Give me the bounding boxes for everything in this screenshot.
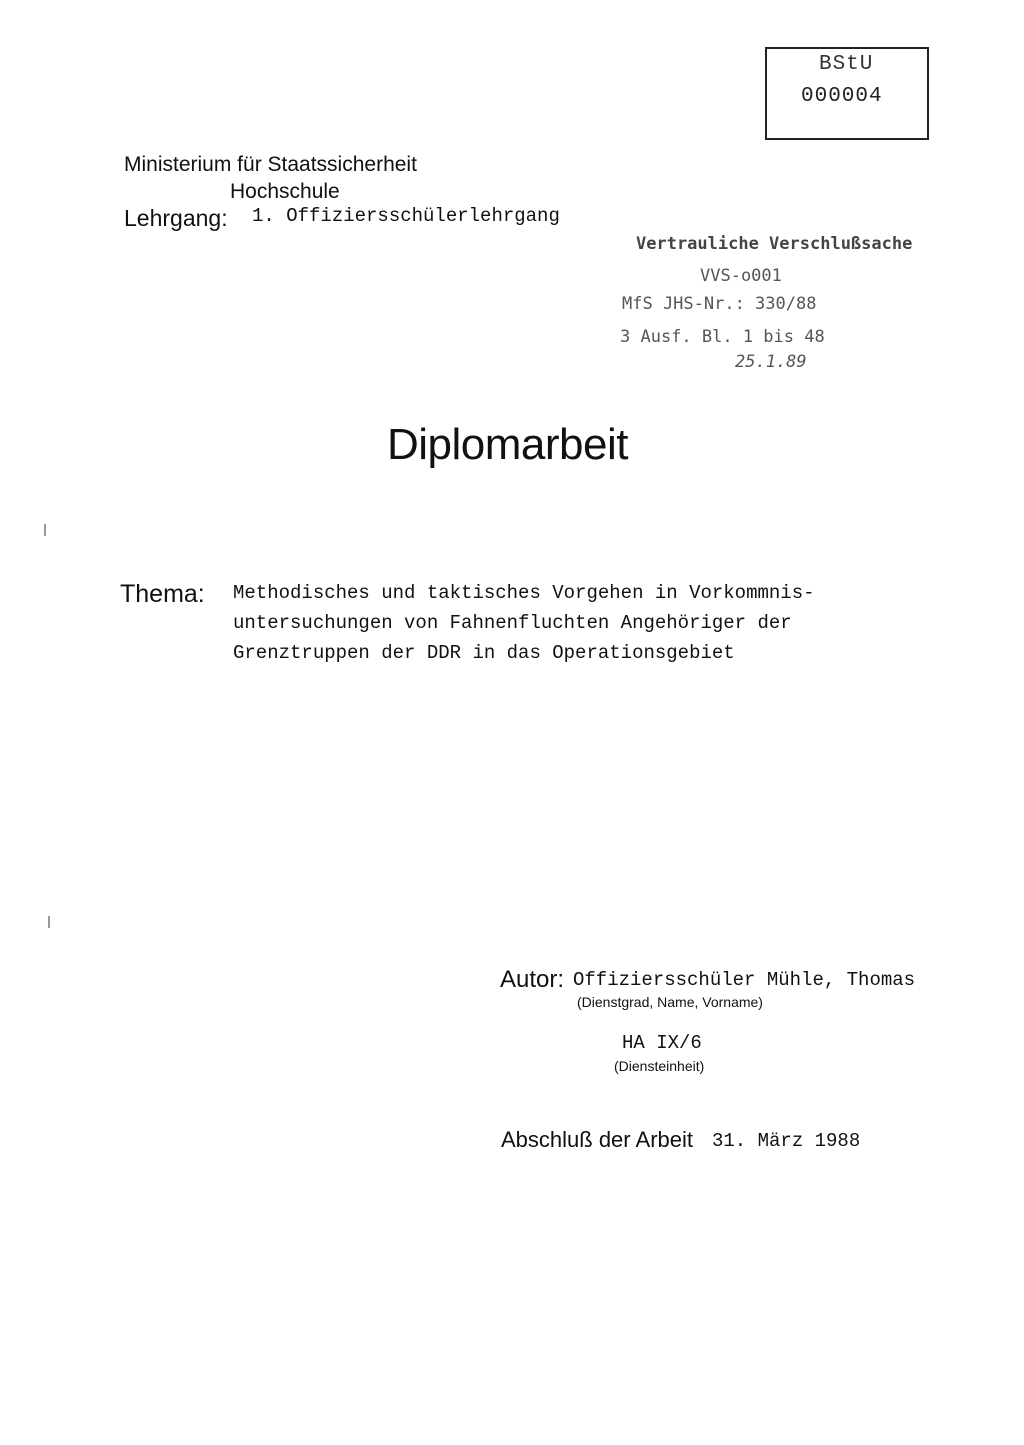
margin-mark xyxy=(48,916,50,928)
unit-caption: (Diensteinheit) xyxy=(614,1058,705,1074)
topic-text xyxy=(233,578,815,668)
classification-stamp-code: VVS-o001 xyxy=(700,266,782,286)
course-label: Lehrgang: xyxy=(124,205,228,231)
author-value: Offiziersschüler Mühle, Thomas xyxy=(573,969,916,991)
topic-line: untersuchungen von Fahnenfluchten Angehöriger der xyxy=(233,612,792,634)
course-value: 1. Offiziersschülerlehrgang xyxy=(252,205,560,227)
archive-stamp-label: BStU xyxy=(819,53,874,76)
school-name: Hochschule xyxy=(230,180,340,203)
classification-stamp-number: MfS JHS-Nr.: 330/88 xyxy=(622,294,817,314)
topic-line: Methodisches und taktisches Vorgehen in Vorkommnis- xyxy=(233,582,815,604)
completion-label: Abschluß der Arbeit xyxy=(501,1127,693,1152)
topic-line: Grenztruppen der DDR in das Operationsgebiet xyxy=(233,642,735,664)
topic-label: Thema: xyxy=(120,580,205,608)
ministry-name: Ministerium für Staatssicherheit xyxy=(124,153,417,176)
classification-stamp-date: 25.1.89 xyxy=(735,352,807,372)
margin-mark xyxy=(44,524,46,536)
archive-stamp-number: 000004 xyxy=(801,85,883,108)
author-label: Autor: xyxy=(500,966,565,993)
classification-stamp-title: Vertrauliche Verschlußsache xyxy=(636,234,913,254)
unit-value: HA IX/6 xyxy=(622,1032,702,1054)
archive-stamp-box xyxy=(765,47,929,140)
author-caption: (Dienstgrad, Name, Vorname) xyxy=(577,994,763,1010)
completion-date: 31. März 1988 xyxy=(712,1130,861,1152)
document-title: Diplomarbeit xyxy=(387,420,628,469)
classification-stamp-copies: 3 Ausf. Bl. 1 bis 48 xyxy=(620,327,825,347)
